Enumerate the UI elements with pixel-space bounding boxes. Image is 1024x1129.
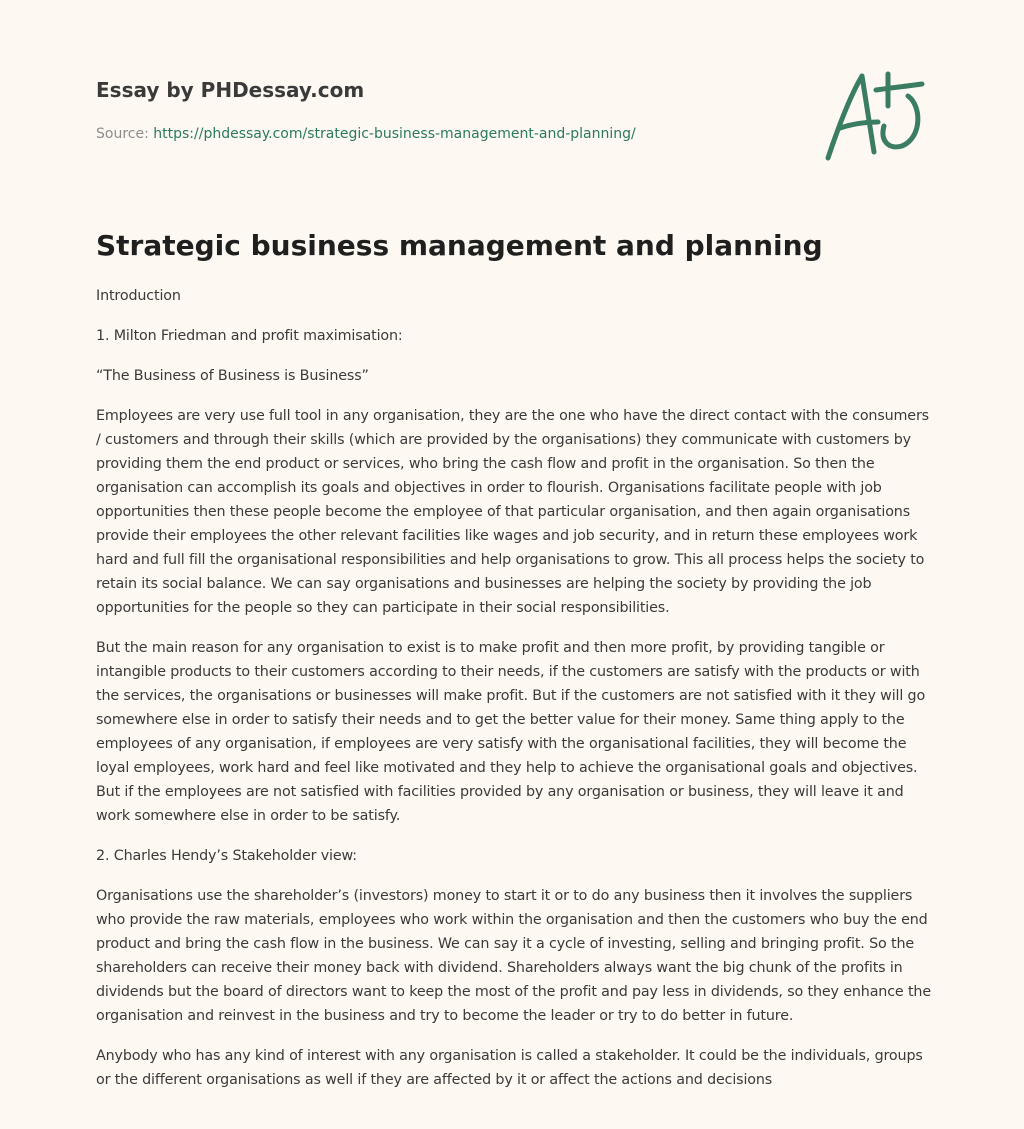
paragraph-introduction: Introduction: [96, 288, 181, 304]
paragraph: Employees are very use full tool in any organisation, they are the one who have the direct contact with the consumers / customers and through their skills (which are provided by the organisations) they communicate with customers by providing them the end product or services, who bring the cash flow and profit in the organisation. So then the organisation can accomplish its goals and objectives in order to flourish. Organisations facilitate people with job opportunities then these people become the employee of that particular organisation, and then again organisations provide their employees the other relevant facilities like wages and job security, and in return these employees work hard and full fill the organisational responsibilities and help organisations to grow. This all process helps the society to retain its social balance. We can say organisations and businesses are helping the society by providing the job opportunities for the people so they can participate in their social responsibilities.: [96, 408, 929, 616]
section-heading-hendy: 2. Charles Hendy’s Stakeholder view:: [96, 848, 357, 864]
paragraph: Anybody who has any kind of interest with any organisation is called a stakeholder. It could be the individuals, groups or the different organisations as well if they are affected by it or affect the actions and decisions: [96, 1048, 923, 1088]
paragraph: But the main reason for any organisation to exist is to make profit and then more profit, by providing tangible or intangible products to their customers according to their needs, if the customers are satisfy with the products or with the services, the organisations or businesses will make profit. But if the customers are not satisfied with it they will go somewhere else in order to satisfy their needs and to get the better value for their money. Same thing apply to the employees of any organisation, if employees are very satisfy with the organisational facilities, they will become the loyal employees, work hard and feel like motivated and they help to achieve the organisational goals and objectives. But if the employees are not satisfied with facilities provided by any organisation or business, they will leave it and work somewhere else in order to be satisfy.: [96, 640, 926, 824]
document-title: Strategic business management and planning: [96, 229, 823, 262]
document-header: [96, 76, 796, 144]
paragraph: Organisations use the shareholder’s (investors) money to start it or to do any business then it involves the suppliers who provide the raw materials, employees who work within the organisation and then the customers who buy the end product and bring the cash flow in the business. We can say it a cycle of investing, selling and bringing profit. So the shareholders can receive their money back with dividend. Shareholders always want the big chunk of the profits in dividends but the board of directors want to keep the most of the profit and pay less in dividends, so they enhance the organisation and reinvest in the business and try to become the leader or try to do better in future.: [96, 888, 931, 1024]
document-body: [96, 284, 932, 1108]
source-label: Source:: [96, 126, 149, 142]
source-line: [96, 124, 796, 144]
site-title: Essay by PHDessay.com: [96, 78, 365, 102]
quote: “The Business of Business is Business”: [96, 368, 369, 384]
a-plus-logo-icon: [818, 66, 930, 166]
section-heading-friedman: 1. Milton Friedman and profit maximisation:: [96, 328, 403, 344]
source-link[interactable]: https://phdessay.com/strategic-business-management-and-planning/: [153, 126, 636, 142]
